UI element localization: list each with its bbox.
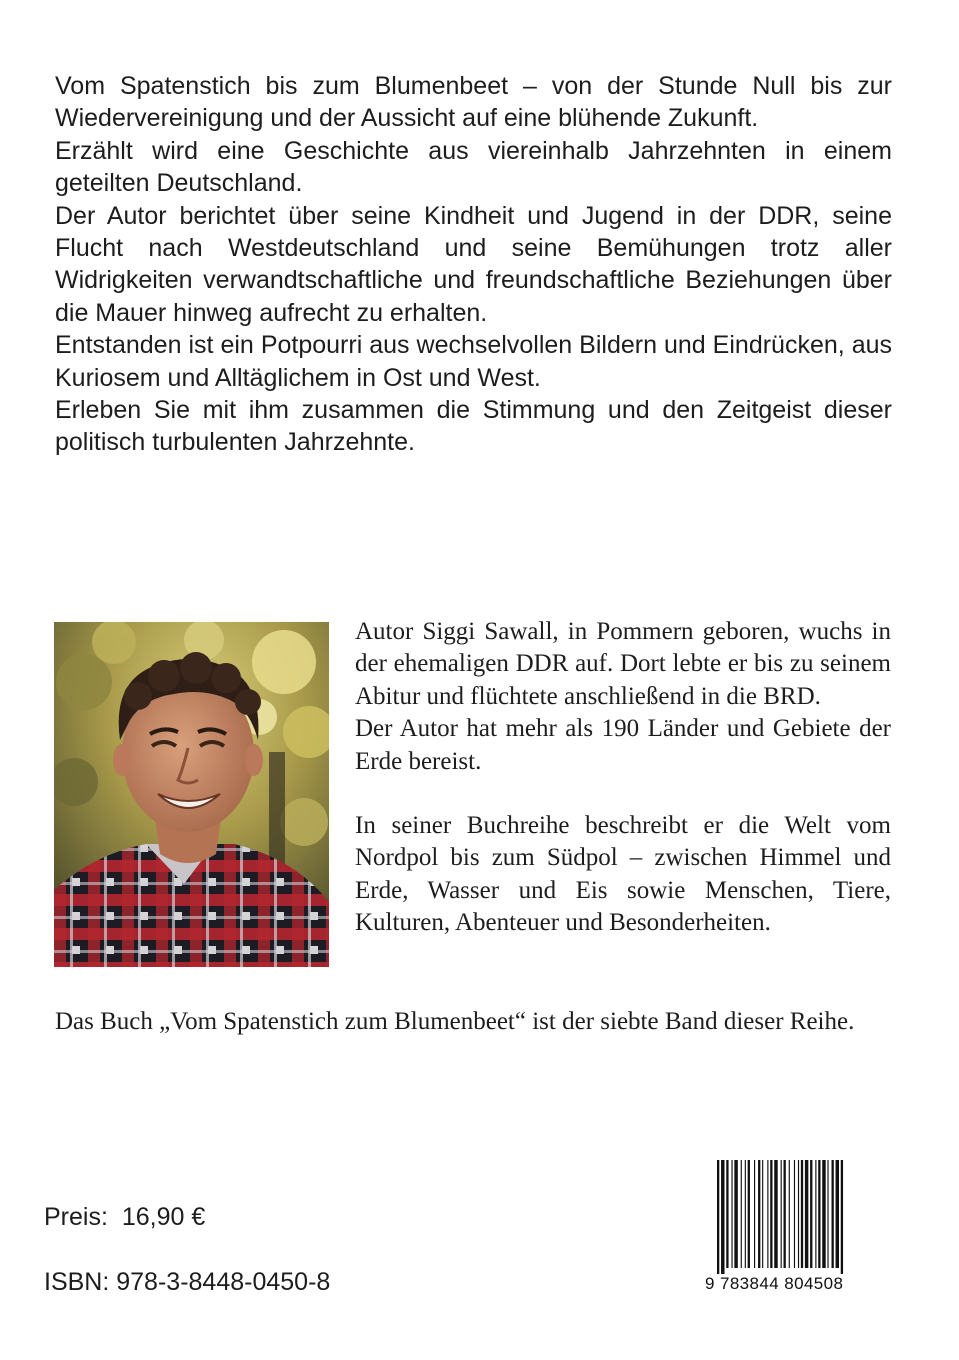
- barcode-bar: [754, 1160, 755, 1268]
- isbn-label: ISBN:: [44, 1268, 110, 1296]
- isbn-value: 978-3-8448-0450-8: [116, 1268, 331, 1296]
- author-bio-paragraph: Der Autor hat mehr als 190 Länder und Gebiete der Erde bereist.: [355, 715, 891, 775]
- barcode-bar: [745, 1160, 746, 1268]
- author-portrait-icon: [54, 622, 329, 967]
- isbn-barcode: [703, 1160, 883, 1300]
- barcode-bar: [832, 1160, 834, 1268]
- isbn-line: [44, 1268, 330, 1297]
- blurb-paragraph: Entstanden ist ein Potpourri aus wechselvollen Bildern und Eindrücken, aus Kuriosem und Alltäglichem in Ost und West.: [55, 331, 892, 392]
- barcode-bar: [798, 1160, 799, 1268]
- barcode-bar: [770, 1160, 772, 1268]
- barcode-bar: [794, 1160, 795, 1268]
- barcode-bar: [721, 1160, 724, 1274]
- barcode-bar: [836, 1160, 839, 1268]
- author-bio-paragraph: In seiner Buchreihe beschreibt er die Welt vom Nordpol bis zum Südpol – zwischen Himmel und Erde, Wasser und Eis sowie Menschen, Tiere, Kulturen, Abenteuer und Besonderheiten.: [355, 812, 891, 937]
- blurb-paragraph: Erleben Sie mit ihm zusammen die Stimmung und den Zeitgeist dieser politisch turbulenten Jahrzehnte.: [55, 396, 892, 457]
- barcode-bars: [703, 1160, 883, 1274]
- barcode-bar: [841, 1160, 843, 1274]
- blurb-paragraph: Vom Spatenstich bis zum Blumenbeet – von der Stunde Null bis zur Wiedervereinigung und der Aussicht auf eine blühende Zukunft.: [55, 72, 892, 133]
- barcode-bar: [767, 1160, 768, 1268]
- blurb-paragraph: Erzählt wird eine Geschichte aus viereinhalb Jahrzehnten in einem geteilten Deutschland.: [55, 136, 892, 198]
- author-photo: [54, 622, 329, 967]
- back-cover-blurb: [55, 70, 892, 459]
- paragraph-spacer: [355, 778, 891, 810]
- barcode-bar: [781, 1160, 782, 1268]
- barcode-bar: [805, 1160, 808, 1268]
- barcode-bar: [762, 1160, 763, 1268]
- barcode-bar: [741, 1160, 742, 1268]
- barcode-bar: [774, 1160, 777, 1268]
- barcode-bar: [758, 1160, 760, 1268]
- barcode-bar: [822, 1160, 825, 1268]
- barcode-digits: 9 783844 804508: [705, 1274, 844, 1293]
- barcode-bar: [726, 1160, 728, 1268]
- barcode-bar: [717, 1160, 719, 1274]
- price-line: [44, 1203, 205, 1232]
- barcode-bar: [789, 1160, 790, 1268]
- series-note: Das Buch „Vom Spatenstich zum Blumenbeet“ ist der siebte Band dieser Reihe.: [55, 1008, 855, 1035]
- barcode-bar: [818, 1160, 820, 1268]
- barcode-bar: [748, 1160, 750, 1268]
- barcode-bar: [731, 1160, 732, 1268]
- author-bio-paragraph: Autor Siggi Sawall, in Pommern geboren, wuchs in der ehemaligen DDR auf. Dort lebte er bis zu seinem Abitur und flüchtete anschließend in die BRD.: [355, 618, 891, 710]
- blurb-paragraph: Der Autor berichtet über seine Kindheit und Jugend in der DDR, seine Flucht nach Westdeutschland und seine Bemühungen trotz aller Widrigkeiten verwandtschaftliche und freundschaftliche Beziehungen über die Mauer hinweg aufrecht zu erhalten.: [55, 201, 892, 327]
- barcode-bar: [827, 1160, 828, 1268]
- barcode-bar: [734, 1160, 737, 1268]
- price-value: 16,90 €: [121, 1203, 206, 1231]
- price-label: Preis:: [44, 1203, 108, 1231]
- barcode-bar: [801, 1160, 803, 1268]
- author-bio: [355, 616, 891, 940]
- barcode-bar: [784, 1160, 786, 1268]
- barcode-bar: [810, 1160, 812, 1268]
- barcode-bar: [815, 1160, 816, 1268]
